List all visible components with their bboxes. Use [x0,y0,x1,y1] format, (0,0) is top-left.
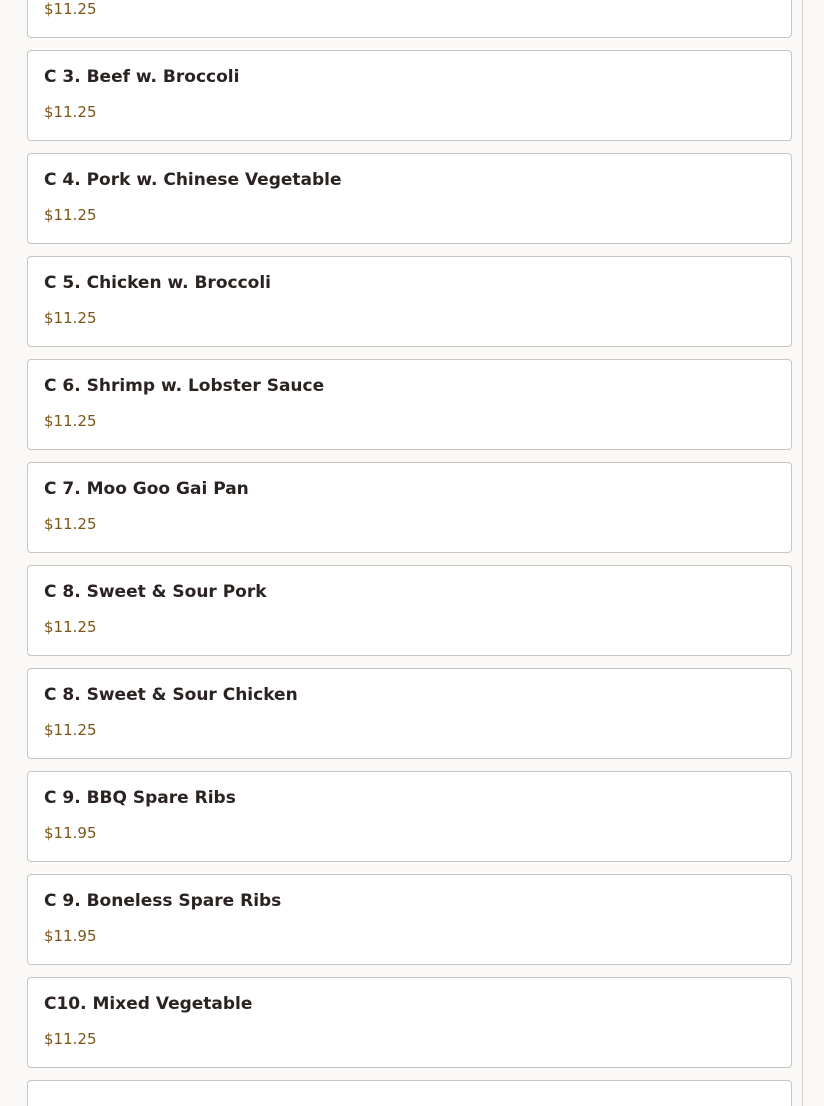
menu-item-name: C 7. Moo Goo Gai Pan [44,479,249,499]
menu-item-price: $11.25 [44,721,97,739]
menu-item-card[interactable] [27,1080,792,1106]
menu-item-list [27,0,792,1106]
menu-item-name: C 6. Shrimp w. Lobster Sauce [44,376,325,396]
menu-item-price: $11.95 [44,824,97,842]
menu-item-card[interactable] [27,668,792,759]
menu-item-price: $11.25 [44,206,97,224]
menu-item-price: $11.95 [44,927,97,945]
menu-item-card[interactable] [27,771,792,862]
menu-item-name: C 9. Boneless Spare Ribs [44,891,282,911]
menu-item-name: C 9. BBQ Spare Ribs [44,788,236,808]
menu-item-price: $11.25 [44,515,97,533]
menu-item-price: $11.25 [44,0,97,18]
menu-item-card[interactable] [27,565,792,656]
menu-item-card[interactable] [27,359,792,450]
menu-item-card[interactable] [27,977,792,1068]
menu-item-price: $11.25 [44,618,97,636]
menu-item-price: $11.25 [44,309,97,327]
menu-item-name: C 3. Beef w. Broccoli [44,67,240,87]
menu-item-card[interactable] [27,256,792,347]
menu-item-name: C 8. Sweet & Sour Chicken [44,685,298,705]
menu-item-price: $11.25 [44,412,97,430]
menu-item-price: $11.25 [44,1030,97,1048]
menu-item-card[interactable] [27,50,792,141]
menu-item-name: C 4. Pork w. Chinese Vegetable [44,170,342,190]
menu-item-card[interactable] [27,462,792,553]
menu-item-name: C 8. Sweet & Sour Pork [44,582,267,602]
menu-item-card[interactable] [27,153,792,244]
menu-item-name: C 5. Chicken w. Broccoli [44,273,271,293]
menu-item-price: $11.25 [44,103,97,121]
menu-item-name: C10. Mixed Vegetable [44,994,253,1014]
menu-item-card[interactable] [27,874,792,965]
menu-item-card[interactable] [27,0,792,38]
